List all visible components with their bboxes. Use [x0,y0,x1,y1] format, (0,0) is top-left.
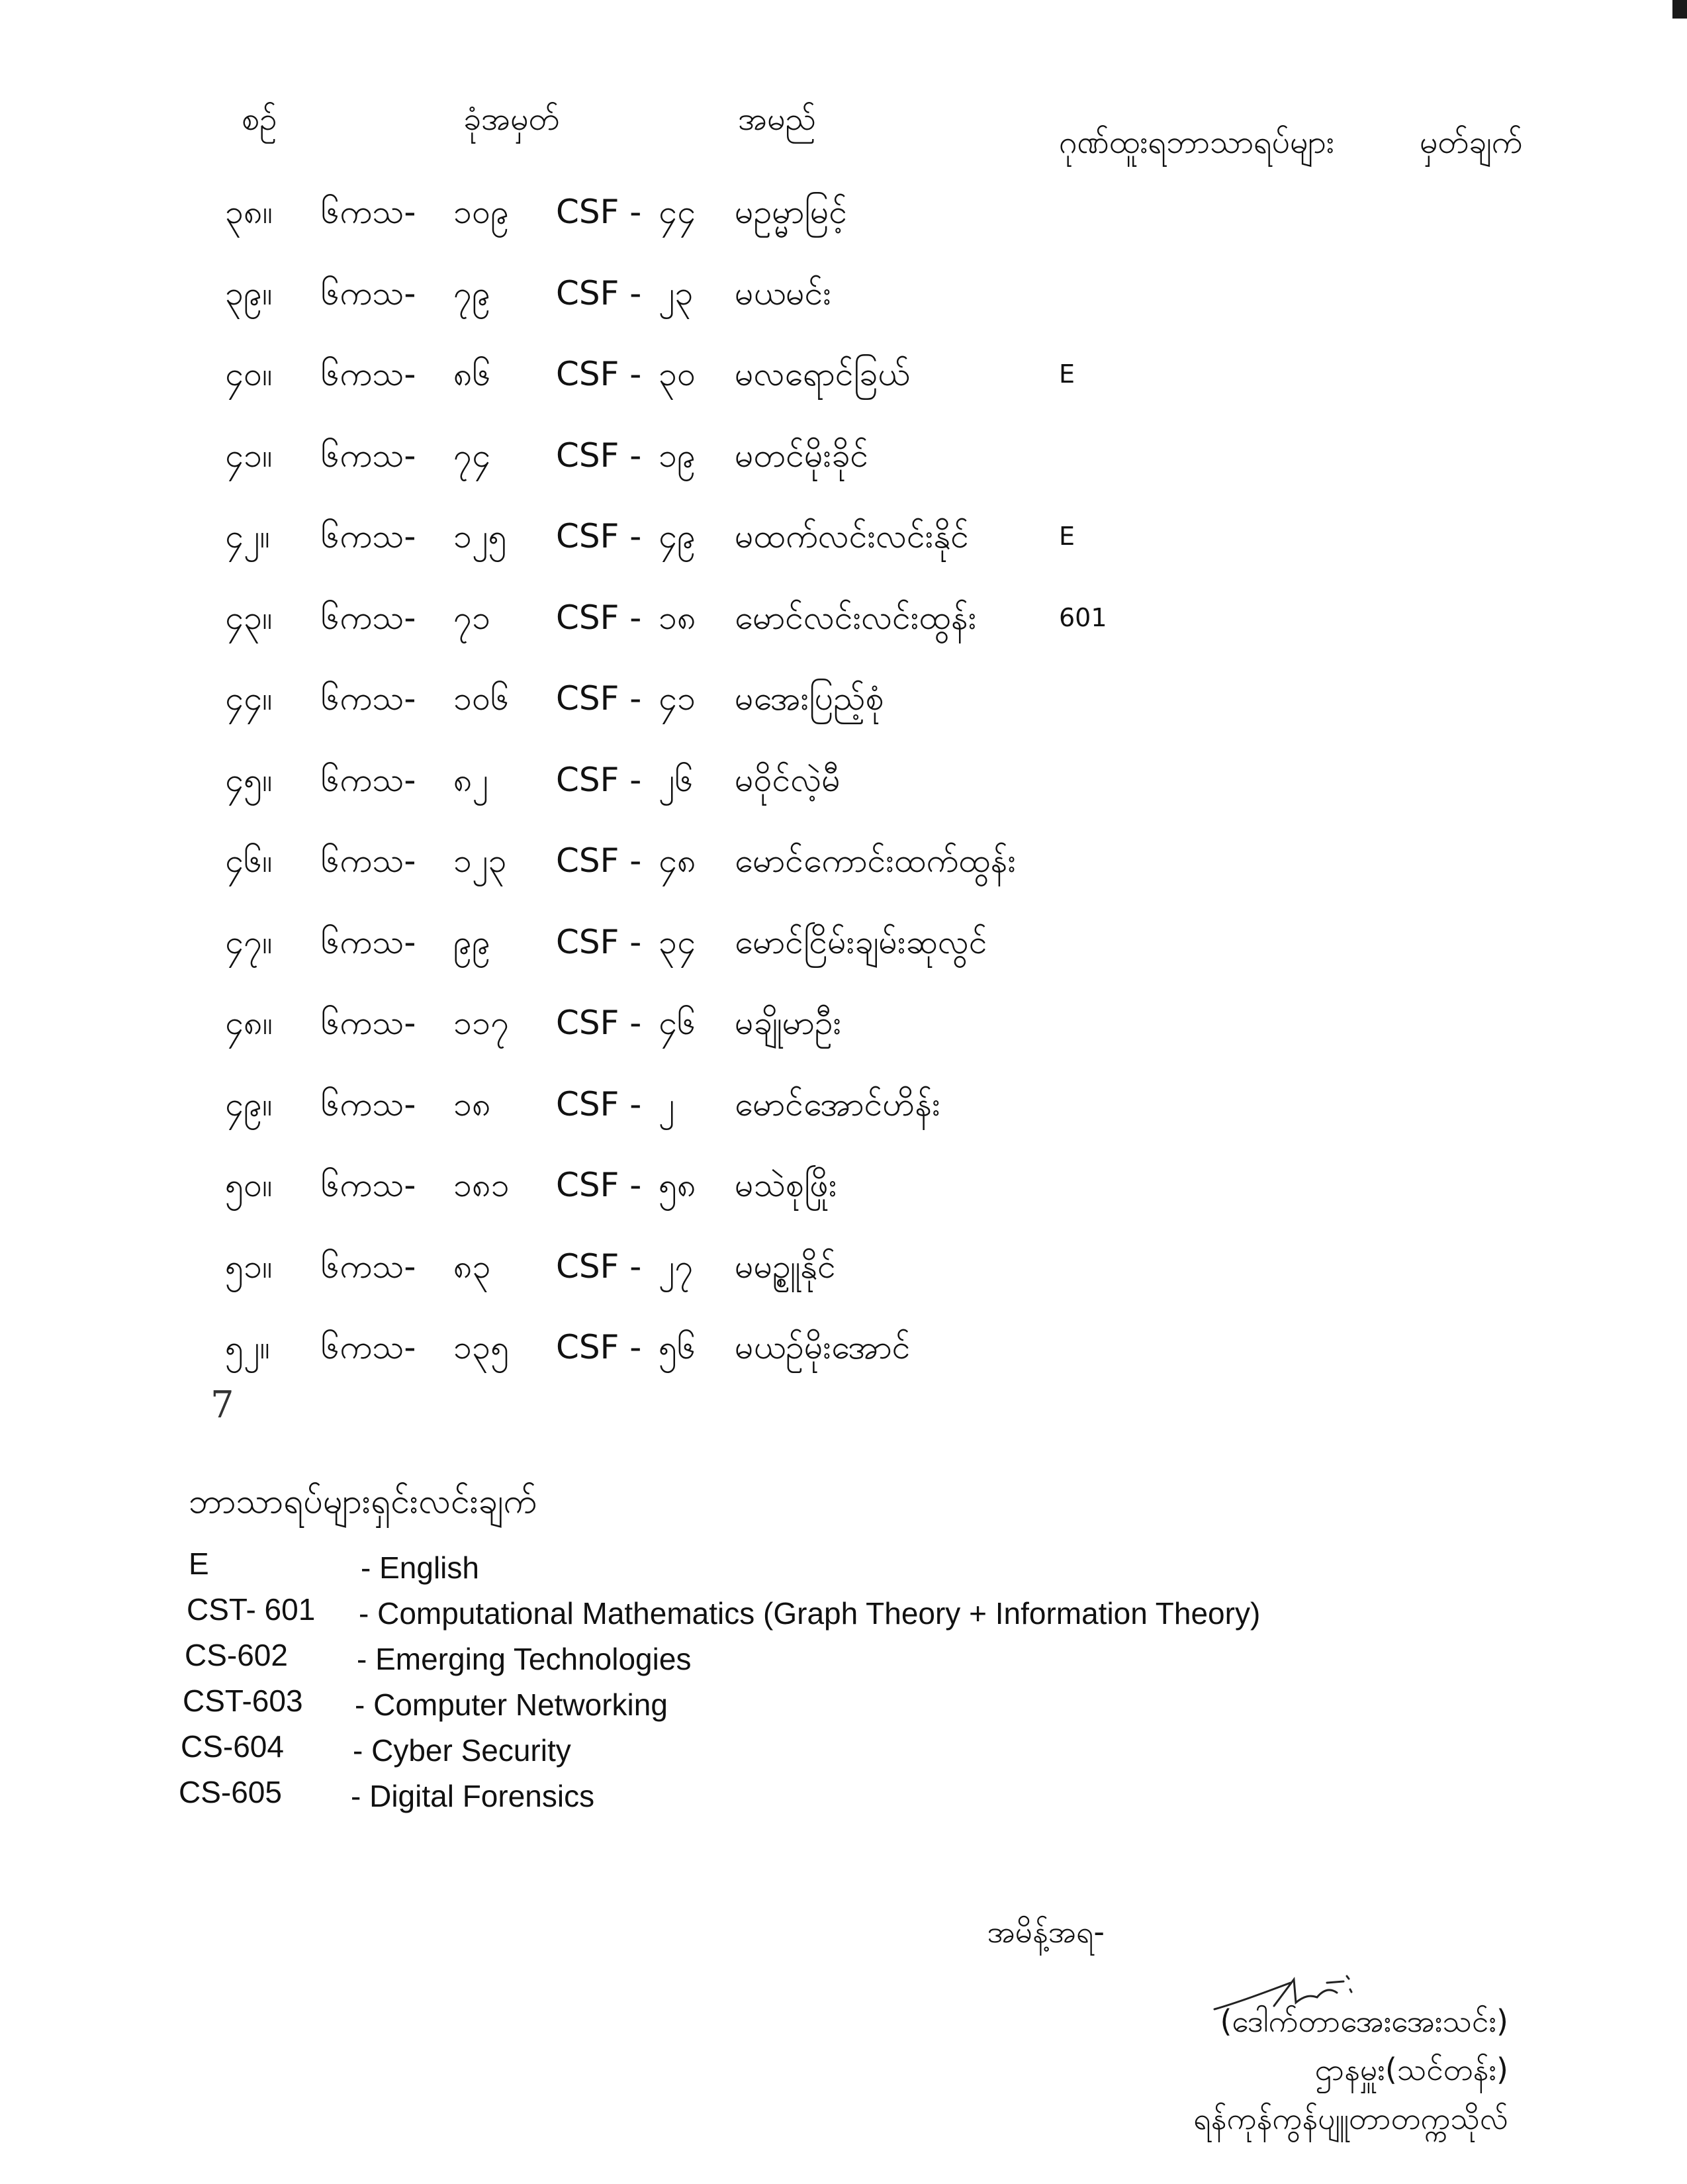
roll-number: ၇၄ [453,436,491,475]
special-subject: E [1059,522,1075,551]
student-name: မောင်အောင်ဟိန်း [735,1084,940,1123]
header-name: အမည် [738,101,816,138]
serial-number: ၄၇။ [225,922,273,961]
legend-description: - Computational Mathematics (Graph Theory + Information Theory) [359,1596,1261,1631]
student-name: မယဥ်မိုးအောင် [735,1328,911,1366]
list-item [0,506,1687,566]
legend-item [179,1774,1635,1818]
header-serial: စဥ် [242,101,277,138]
signatory-position: ဌာနမှူး(သင်တန်း) [1314,2052,1508,2087]
student-name: မလရောင်ခြယ် [735,355,910,393]
csf-number: ၂၆ [659,760,694,799]
csf-number: ၂ [659,1084,675,1123]
legend-description: - Computer Networking [355,1687,668,1722]
csf-prefix: CSF - [556,1166,642,1204]
header-special-subjects: ဂုဏ်ထူးရဘာသာရပ်များ [1059,124,1334,161]
roll-number: ၉၉ [453,922,491,961]
legend-item [183,1683,1639,1727]
list-item [0,1074,1687,1134]
list-item [0,588,1687,647]
legend-code: E [189,1546,209,1581]
list-item [0,912,1687,972]
student-name: မအေးပြည့်စုံ [735,679,884,718]
roll-prefix: ၆ကသ- [321,760,416,799]
legend-description: - Cyber Security [353,1733,571,1768]
serial-number: ၄၈။ [225,1004,273,1042]
header-roll-no: ခုံအမှတ် [463,101,560,138]
signatory-institution: ရန်ကုန်ကွန်ပျူတာတက္ကသိုလ် [1193,2101,1508,2136]
csf-prefix: CSF - [556,841,642,880]
csf-prefix: CSF - [556,679,642,718]
legend-code: CS-602 [185,1638,288,1672]
signoff-label: အမိန့်အရ- [987,1914,1105,1950]
student-name: မချိုမာဦး [735,1004,842,1042]
csf-prefix: CSF - [556,355,642,393]
roll-number: ၇၉ [453,273,491,312]
legend-code: CST- 601 [187,1592,316,1627]
list-item [0,750,1687,810]
list-item [0,1155,1687,1215]
csf-prefix: CSF - [556,436,642,475]
csf-number: ၄၉ [659,517,696,555]
csf-prefix: CSF - [556,517,642,555]
csf-prefix: CSF - [556,760,642,799]
student-name: မဥမ္မာမြင့် [735,193,848,231]
serial-number: ၄၁။ [225,436,273,475]
student-name: မဝိုင်လဲ့မီ [735,760,841,799]
legend-item [185,1637,1641,1681]
csf-number: ၄၆ [659,1004,696,1042]
roll-prefix: ၆ကသ- [321,517,416,555]
serial-number: ၅၂။ [225,1328,270,1366]
legend-description: - Digital Forensics [351,1779,595,1813]
serial-number: ၄၃။ [225,598,273,637]
serial-number: ၅၀။ [225,1166,273,1204]
header-remarks: မှတ်ချက် [1420,124,1523,161]
serial-number: ၃၉။ [225,273,273,312]
csf-number: ၂၃ [659,273,694,312]
serial-number: ၄၀။ [225,355,273,393]
roll-number: ၁၀၆ [453,679,510,718]
list-item [0,831,1687,890]
csf-number: ၄၈ [659,841,696,880]
list-item [0,993,1687,1053]
csf-number: ၃၀ [659,355,696,393]
legend-item [187,1591,1643,1635]
roll-number: ၁၁၇ [453,1004,510,1042]
csf-number: ၂၇ [659,1247,694,1286]
csf-number: ၅၆ [659,1328,696,1366]
csf-prefix: CSF - [556,273,642,312]
csf-prefix: CSF - [556,1004,642,1042]
special-subject: E [1059,359,1075,389]
list-item [0,182,1687,242]
roll-number: ၁၂၃ [453,841,507,880]
student-name: မယမင်း [735,273,832,312]
student-name: မောင်ကောင်းထက်ထွန်း [735,841,1017,880]
csf-number: ၄၄ [659,193,696,231]
list-item [0,344,1687,404]
signatory-name: (ဒေါက်တာအေးအေးသင်း) [1220,2003,1508,2039]
roll-prefix: ၆ကသ- [321,598,416,637]
csf-number: ၁၈ [659,598,696,637]
serial-number: ၅၁။ [225,1247,273,1286]
serial-number: ၄၉။ [225,1084,273,1123]
serial-number: ၄၂။ [225,517,270,555]
list-item [0,1237,1687,1296]
roll-number: ၈၃ [453,1247,491,1286]
student-name: မသဲစုဖြိုး [735,1166,837,1204]
legend-title: ဘာသာရပ်များရှင်းလင်းချက် [189,1482,537,1521]
legend-item [189,1546,1645,1590]
roll-prefix: ၆ကသ- [321,436,416,475]
roll-number: ၁၈ [453,1084,491,1123]
roll-prefix: ၆ကသ- [321,355,416,393]
list-item [0,669,1687,728]
serial-number: ၃၈။ [225,193,273,231]
csf-prefix: CSF - [556,1328,642,1366]
csf-prefix: CSF - [556,193,642,231]
serial-number: ၄၆။ [225,841,273,880]
student-name: မောင်ငြိမ်းချမ်းဆုလွင် [735,922,987,961]
legend-description: - English [361,1550,479,1585]
csf-number: ၁၉ [659,436,696,475]
roll-prefix: ၆ကသ- [321,1166,416,1204]
student-name: မထက်လင်းလင်းနိုင် [735,517,970,555]
handwritten-mark: 7 [210,1384,234,1427]
legend-code: CS-604 [181,1729,284,1764]
list-item [0,426,1687,485]
serial-number: ၄၅။ [225,760,273,799]
roll-number: ၇၁ [453,598,491,637]
roll-number: ၁၂၅ [453,517,507,555]
list-item [0,1317,1687,1377]
roll-number: ၈၆ [453,355,491,393]
legend-code: CST-603 [183,1684,303,1718]
csf-number: ၃၄ [659,922,696,961]
serial-number: ၄၄။ [225,679,273,718]
roll-prefix: ၆ကသ- [321,922,416,961]
student-name: မတင်မိုးခိုင် [735,436,869,475]
csf-prefix: CSF - [556,1084,642,1123]
special-subject: 601 [1059,602,1107,632]
roll-prefix: ၆ကသ- [321,1247,416,1286]
student-name: မောင်လင်းလင်းထွန်း [735,598,977,637]
roll-prefix: ၆ကသ- [321,1004,416,1042]
csf-prefix: CSF - [556,1247,642,1286]
roll-prefix: ၆ကသ- [321,679,416,718]
roll-number: ၁၃၅ [453,1328,510,1366]
roll-prefix: ၆ကသ- [321,1084,416,1123]
roll-prefix: ၆ကသ- [321,1328,416,1366]
list-item [0,263,1687,323]
csf-prefix: CSF - [556,598,642,637]
csf-number: ၅၈ [659,1166,696,1204]
legend-code: CS-605 [179,1775,282,1809]
csf-number: ၄၁ [659,679,696,718]
scan-edge-mark [1672,0,1687,19]
csf-prefix: CSF - [556,922,642,961]
legend-item [181,1729,1637,1772]
student-name: မမဥ္စူနိုင် [735,1247,836,1286]
legend-description: - Emerging Technologies [357,1642,692,1676]
roll-number: ၈၂ [453,760,489,799]
roll-prefix: ၆ကသ- [321,193,416,231]
roll-number: ၁၀၉ [453,193,510,231]
roll-prefix: ၆ကသ- [321,841,416,880]
roll-prefix: ၆ကသ- [321,273,416,312]
roll-number: ၁၈၁ [453,1166,510,1204]
